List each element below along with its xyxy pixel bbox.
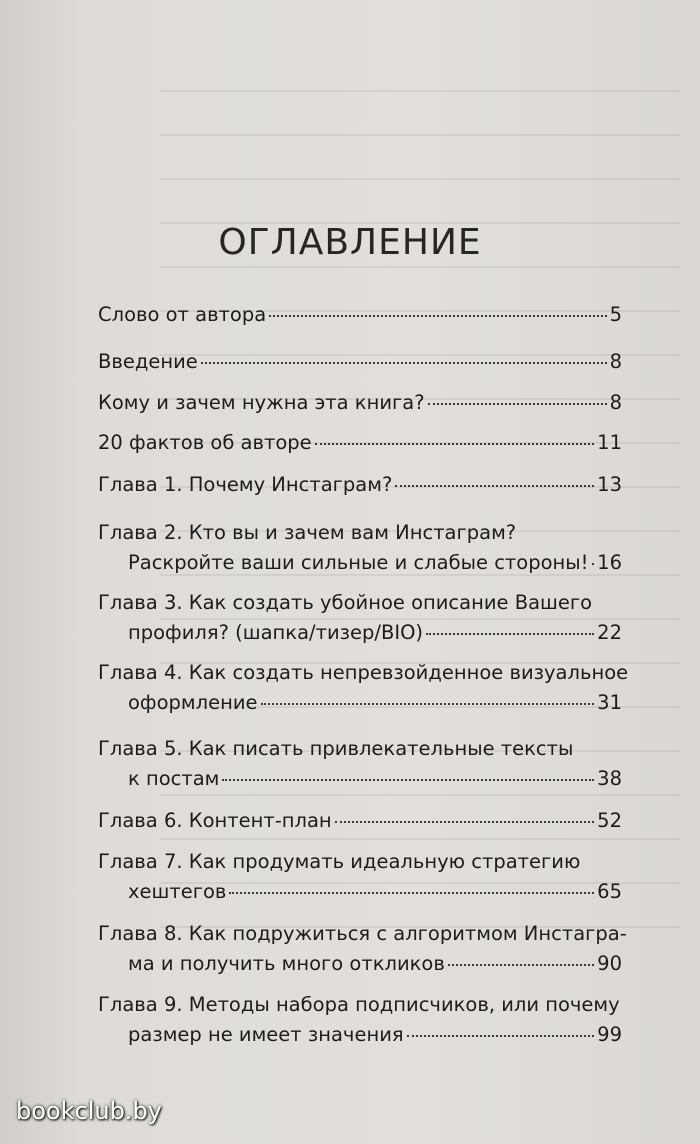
toc-entry — [92, 847, 622, 907]
toc-entry-title: 20 фактов об авторе — [98, 431, 312, 454]
toc-entry-title: Кому и зачем нужна эта книга? — [98, 391, 425, 414]
toc-entry — [92, 470, 622, 500]
dot-leader — [335, 820, 594, 823]
toc-page-number: 31 — [597, 691, 622, 714]
toc-entry-title: Раскройте ваши сильные и слабые стороны! — [128, 551, 589, 574]
toc-page-number: 11 — [597, 431, 622, 454]
toc-entry — [92, 388, 622, 418]
toc-entry-title: оформление — [128, 691, 258, 714]
toc-page-number: 8 — [609, 350, 622, 373]
toc-entry — [92, 990, 622, 1050]
toc-entry — [92, 919, 627, 979]
toc-entry-title: хештегов — [128, 880, 227, 903]
toc-entry — [92, 300, 622, 330]
dot-leader — [395, 484, 594, 487]
toc-entry-title: Глава 6. Контент-план — [98, 809, 332, 832]
toc-page-number: 52 — [597, 809, 622, 832]
toc-page-number: 65 — [597, 880, 622, 903]
toc-entry — [92, 734, 622, 794]
dot-leader — [426, 632, 594, 635]
page-title: ОГЛАВЛЕНИЕ — [218, 222, 482, 263]
toc-page-number: 16 — [597, 551, 622, 574]
dot-leader — [428, 402, 607, 405]
dot-leader — [222, 778, 594, 781]
toc-entry-title: Глава 8. Как подружиться с алгоритмом Инстагра- — [98, 922, 627, 945]
toc-entry-title: Введение — [98, 350, 198, 373]
watermark: bookclub.by — [16, 1097, 162, 1125]
toc-entry-title: Глава 1. Почему Инстаграм? — [98, 473, 393, 496]
dot-leader — [448, 963, 594, 966]
toc-page-number: 5 — [609, 303, 622, 326]
toc-entry-title: Слово от автора — [98, 303, 267, 326]
toc-entry-title: ма и получить много откликов — [128, 952, 445, 975]
toc-entry — [92, 518, 622, 578]
toc-page-number: 13 — [597, 473, 622, 496]
toc-entry-title: профиля? (шапка/тизер/BIO) — [128, 621, 424, 644]
dot-leader — [592, 562, 595, 565]
toc-entry-title: Глава 3. Как создать убойное описание Вашего — [98, 591, 593, 614]
toc-entry — [92, 658, 629, 718]
toc-entry — [92, 347, 622, 377]
dot-leader — [315, 442, 595, 445]
dot-leader — [407, 1034, 595, 1037]
dot-leader — [229, 891, 594, 894]
dot-leader — [269, 314, 606, 317]
dot-leader — [261, 702, 595, 705]
toc-entry-title: размер не имеет значения — [128, 1023, 404, 1046]
toc-page-number: 90 — [597, 952, 622, 975]
dot-leader — [201, 361, 607, 364]
toc-page-number: 99 — [597, 1023, 622, 1046]
toc-page-number: 8 — [609, 391, 622, 414]
toc-entry-title: Глава 9. Методы набора подписчиков, или почему — [98, 993, 620, 1016]
toc-page-number: 38 — [597, 767, 622, 790]
toc-entry-title: к постам — [128, 767, 220, 790]
toc-entry-title: Глава 2. Кто вы и зачем вам Инстаграм? — [98, 521, 517, 544]
toc-page-number: 22 — [597, 621, 622, 644]
toc-entry-title: Глава 5. Как писать привлекательные тексты — [98, 737, 574, 760]
toc-entry — [92, 806, 622, 836]
toc-entry — [92, 588, 622, 648]
toc-entry-title: Глава 4. Как создать непревзойденное визуальное — [98, 661, 629, 684]
toc-entry — [92, 428, 622, 458]
toc-entry-title: Глава 7. Как продумать идеальную стратегию — [98, 850, 581, 873]
